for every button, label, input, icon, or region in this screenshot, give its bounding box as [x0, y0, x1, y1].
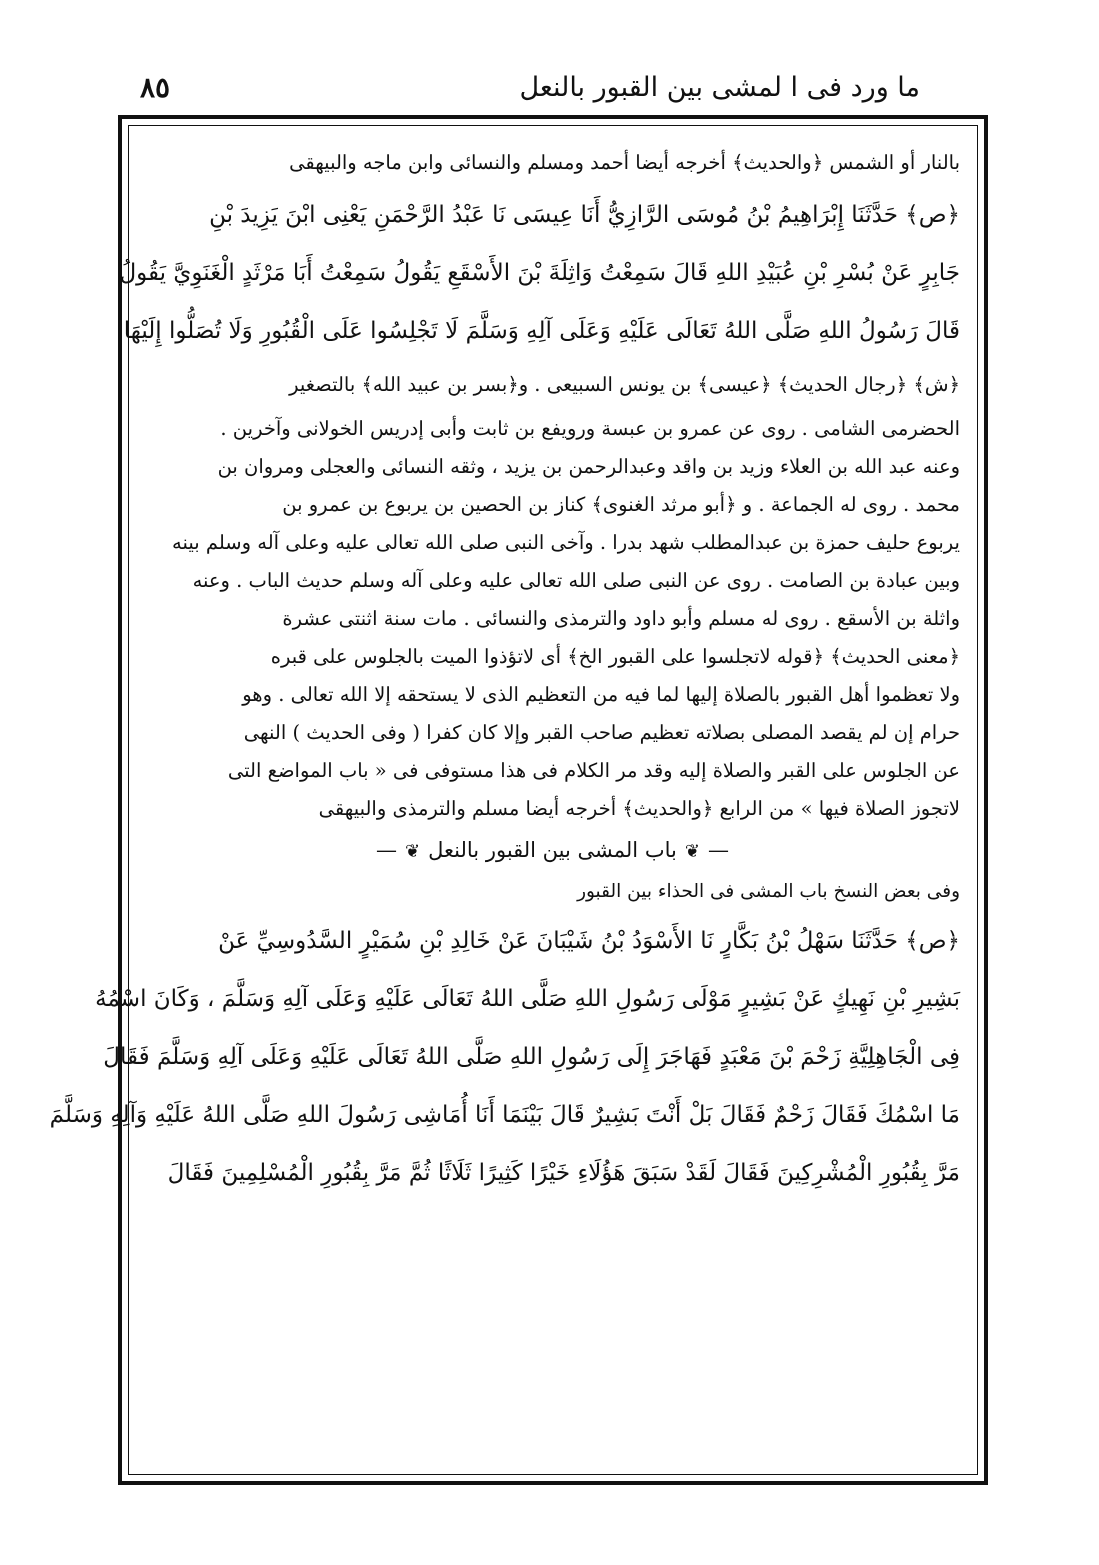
- hadith-line: مَرَّ بِقُبُورِ الْمُشْرِكِينَ فَقَالَ لَقَدْ سَبَقَ هَؤُلَاءِ خَيْرًا كَثِيرًا ثَلَاثًا ثُمَّ مَرَّ بِقُبُورِ الْمُسْلِمِينَ فَقَالَ: [167, 1160, 960, 1186]
- commentary-line: لاتجوز الصلاة فيها » من الرابع ﴿والحديث﴾ أخرجه أيضا مسلم والترمذى والبيهقى: [318, 797, 960, 820]
- commentary-line: ﴿معنى الحديث﴾ ﴿قوله لاتجلسوا على القبور الخ﴾ أى لاتؤذوا الميت بالجلوس على قبره: [270, 645, 960, 668]
- commentary-line: وعنه عبد الله بن العلاء وزيد بن واقد وعبدالرحمن بن يزيد ، وثقه النسائى والعجلى ومروان بن: [217, 455, 960, 478]
- hadith-line: ﴿ص﴾ حَدَّثَنَا إِبْرَاهِيمُ بْنُ مُوسَى الرَّازِيُّ أَنَا عِيسَى نَا عَبْدُ الرَّحْمَنِ يَعْنِى ابْنَ يَزِيدَ بْنِ: [209, 202, 960, 228]
- commentary-line: وبين عبادة بن الصامت . روى عن النبى صلى الله تعالى عليه وعلى آله وسلم حديث الباب . وعنه: [192, 569, 960, 592]
- chapter-title: باب المشى بين القبور بالنعل: [428, 838, 677, 862]
- commentary-line: حرام إن لم يقصد المصلى بصلاته تعظيم صاحب القبر وإلا كان كفرا ( وفى الحديث ) النهى: [243, 721, 960, 744]
- commentary-line: الحضرمى الشامى . روى عن عمرو بن عبسة ورويفع بن ثابت وأبى إدريس الخولانى وآخرين .: [220, 417, 960, 440]
- variant-note: وفى بعض النسخ باب المشى فى الحذاء بين القبور: [577, 881, 960, 902]
- hadith-line: ﴿ص﴾ حَدَّثَنَا سَهْلُ بْنُ بَكَّارٍ نَا الأَسْوَدُ بْنُ شَيْبَانَ عَنْ خَالِدِ بْنِ سُمَيْرٍ السَّدُوسِيِّ عَنْ: [218, 928, 960, 954]
- hadith-line: مَا اسْمُكَ فَقَالَ زَحْمٌ فَقَالَ بَلْ أَنْتَ بَشِيرٌ قَالَ بَيْنَمَا أَنَا أُمَاشِى رَسُولَ اللهِ صَلَّى اللهُ عَلَيْهِ وَآلِهِ وَسَلَّمَ: [49, 1102, 960, 1128]
- hadith-line: بَشِيرِ بْنِ نَهِيكٍ عَنْ بَشِيرٍ مَوْلَى رَسُولِ اللهِ صَلَّى اللهُ تَعَالَى عَلَيْهِ وَعَلَى آلِهِ وَسَلَّمَ ، وَكَانَ اسْمُهُ: [95, 986, 960, 1012]
- page-body: [49, 140, 960, 1202]
- commentary-line: عن الجلوس على القبر والصلاة إليه وقد مر الكلام فى هذا مستوفى فى « باب المواضع التى: [227, 759, 960, 782]
- running-title: ما ورد فى ا لمشى بين القبور بالنعل: [519, 71, 920, 103]
- commentary-line: ﴿ش﴾ ﴿رجال الحديث﴾ ﴿عيسى﴾ بن يونس السبيعى . و﴿بسر بن عبيد الله﴾ بالتصغير: [289, 373, 960, 396]
- page-number: ٨٥: [140, 70, 171, 104]
- commentary-line: يربوع حليف حمزة بن عبدالمطلب شهد بدرا . وآخى النبى صلى الله تعالى عليه وعلى آله وسلم بينه: [172, 531, 960, 554]
- commentary-line: محمد . روى له الجماعة . و ﴿أبو مرثد الغنوى﴾ كناز بن الحصين بن يربوع بن عمرو بن: [282, 493, 960, 516]
- chapter-heading: —❦باب المشى بين القبور بالنعل❦—: [145, 828, 960, 872]
- commentary-line: بالنار أو الشمس ﴿والحديث﴾ أخرجه أيضا أحمد ومسلم والنسائى وابن ماجه والبيهقى: [289, 151, 960, 174]
- ornament-icon: ❦: [684, 841, 700, 862]
- commentary-line: واثلة بن الأسقع . روى له مسلم وأبو داود والترمذى والنسائى . مات سنة اثنتى عشرة: [282, 607, 960, 630]
- ornament-icon: ❦: [405, 841, 421, 862]
- hadith-line: فِى الْجَاهِلِيَّةِ زَحْمَ بْنَ مَعْبَدٍ فَهَاجَرَ إِلَى رَسُولِ اللهِ صَلَّى اللهُ تَعَالَى عَلَيْهِ وَعَلَى آلِهِ وَسَلَّمَ فَقَالَ: [103, 1044, 960, 1070]
- hadith-line: جَابِرٍ عَنْ بُسْرِ بْنِ عُبَيْدِ اللهِ قَالَ سَمِعْتُ وَاثِلَةَ بْنَ الأَسْقَعِ يَقُولُ سَمِعْتُ أَبَا مَرْثَدٍ الْغَنَوِيَّ يَقُولُ: [119, 260, 960, 286]
- hadith-line: قَالَ رَسُولُ اللهِ صَلَّى اللهُ تَعَالَى عَلَيْهِ وَعَلَى آلِهِ وَسَلَّمَ لَا تَجْلِسُوا عَلَى الْقُبُورِ وَلَا تُصَلُّوا إِلَيْهَا: [123, 318, 960, 344]
- commentary-line: ولا تعظموا أهل القبور بالصلاة إليها لما فيه من التعظيم الذى لا يستحقه إلا الله تعالى . وهو: [242, 683, 960, 706]
- running-header: [140, 62, 920, 112]
